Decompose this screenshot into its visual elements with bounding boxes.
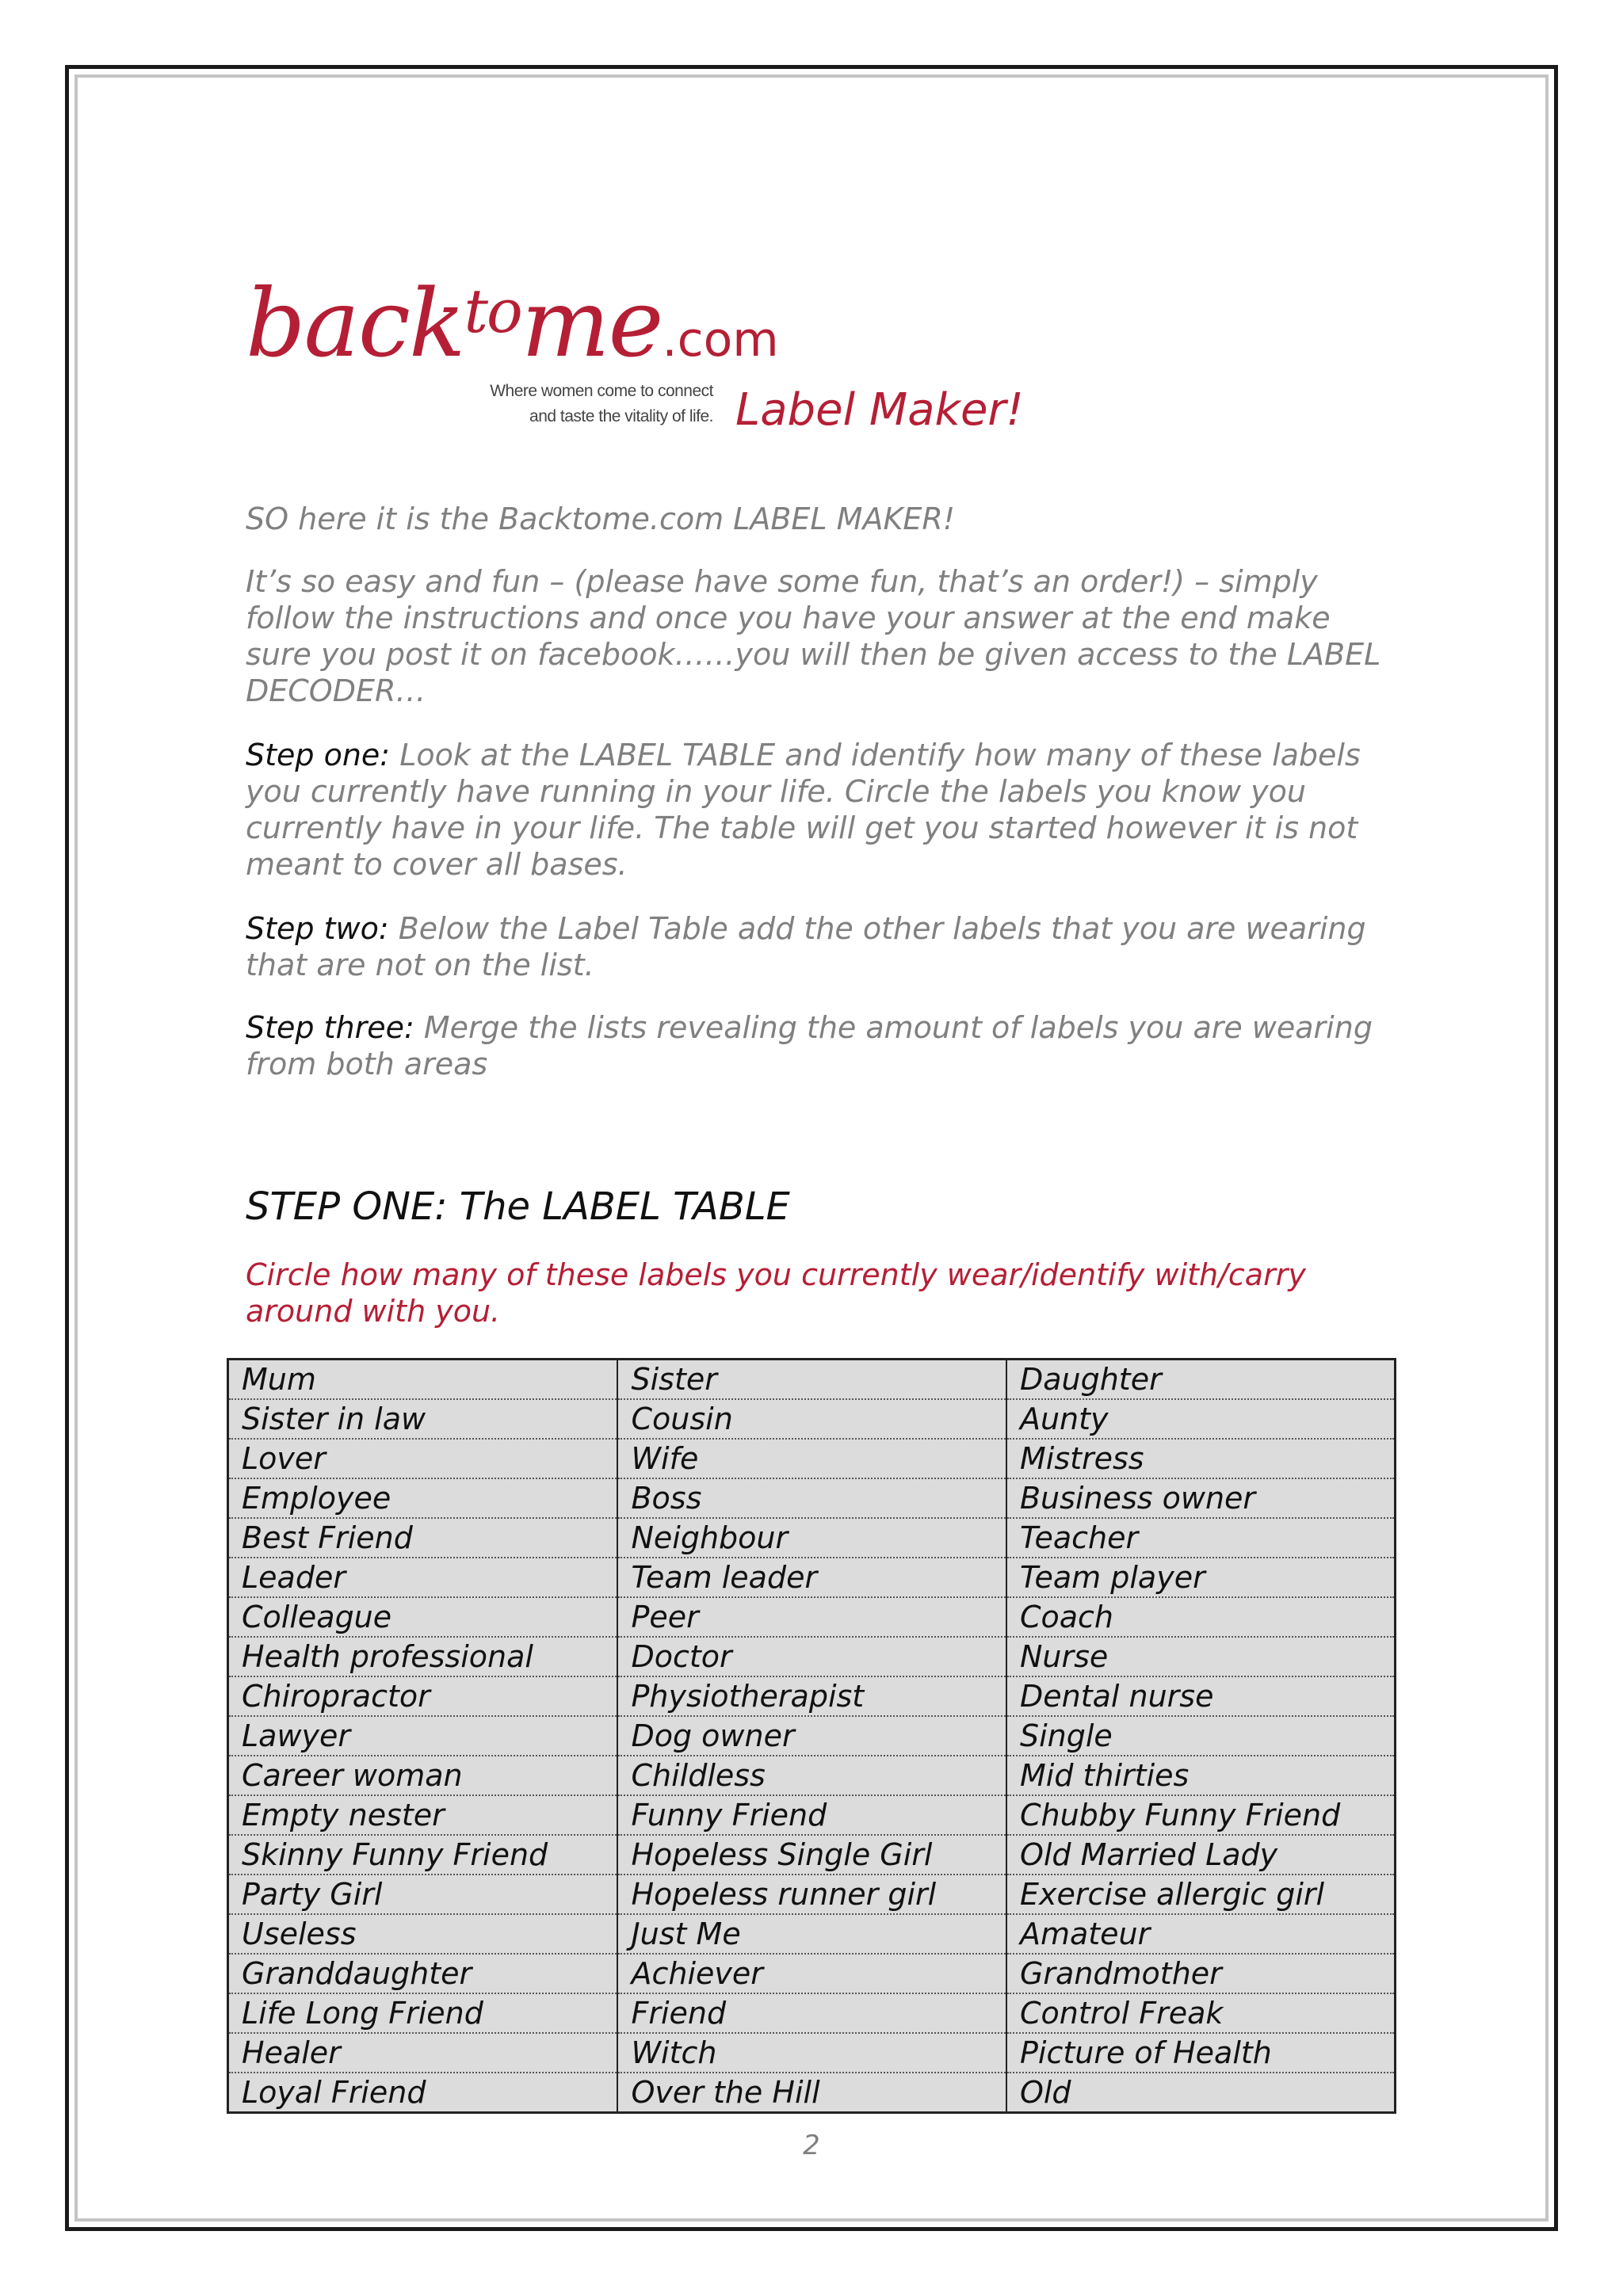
label-cell[interactable]: Physiotherapist — [617, 1676, 1006, 1716]
label-cell[interactable]: Single — [1006, 1716, 1396, 1756]
table-row — [228, 2073, 1396, 2113]
label-cell[interactable]: Career woman — [228, 1756, 618, 1795]
label-cell[interactable]: Mid thirties — [1006, 1756, 1396, 1795]
table-row — [228, 1835, 1396, 1875]
table-row — [228, 1993, 1396, 2033]
label-cell[interactable]: Useless — [228, 1914, 618, 1954]
step-one-paragraph — [246, 737, 1387, 883]
label-cell[interactable]: Party Girl — [228, 1875, 618, 1914]
label-cell[interactable]: Picture of Health — [1006, 2033, 1396, 2073]
label-cell[interactable]: Mistress — [1006, 1439, 1396, 1478]
table-row — [228, 1597, 1396, 1637]
label-cell[interactable]: Dog owner — [617, 1716, 1006, 1756]
page-number: 2 — [803, 2130, 820, 2161]
label-cell[interactable]: Lover — [228, 1439, 618, 1478]
label-cell[interactable]: Empty nester — [228, 1795, 618, 1835]
table-instruction: Circle how many of these labels you currently wear/identify with/carry around with you. — [246, 1257, 1306, 1329]
label-cell[interactable]: Lawyer — [228, 1716, 618, 1756]
label-cell[interactable]: Cousin — [617, 1399, 1006, 1439]
label-cell[interactable]: Sister in law — [228, 1399, 618, 1439]
label-cell[interactable]: Friend — [617, 1993, 1006, 2033]
page-title: Label Maker! — [735, 384, 1024, 436]
label-cell[interactable]: Skinny Funny Friend — [228, 1835, 618, 1875]
label-cell[interactable]: Aunty — [1006, 1399, 1396, 1439]
logo-tagline-line1: Where women come to connect — [490, 382, 713, 400]
table-row — [228, 1954, 1396, 1993]
label-cell[interactable]: Childless — [617, 1756, 1006, 1795]
step-three-paragraph — [246, 1009, 1387, 1082]
label-cell[interactable]: Hopeless runner girl — [617, 1875, 1006, 1914]
table-row — [228, 1399, 1396, 1439]
intro-paragraph: It’s so easy and fun – (please have some fun, that’s an order!) – simply follow the instructions and once you have your answer at the end make sure you post it on facebook……you will then be given access to the LABEL DECODER… — [246, 564, 1381, 708]
label-cell[interactable]: Nurse — [1006, 1637, 1396, 1676]
label-cell[interactable]: Health professional — [228, 1637, 618, 1676]
step-two-paragraph — [246, 910, 1387, 983]
table-row — [228, 1478, 1396, 1518]
label-cell[interactable]: Hopeless Single Girl — [617, 1835, 1006, 1875]
label-cell[interactable]: Colleague — [228, 1597, 618, 1637]
label-table-body — [228, 1360, 1396, 2113]
label-cell[interactable]: Team leader — [617, 1558, 1006, 1597]
label-cell[interactable]: Doctor — [617, 1637, 1006, 1676]
logo-word-back: back — [246, 269, 464, 378]
table-row — [228, 1676, 1396, 1716]
table-row — [228, 1360, 1396, 1400]
logo-word-me: me — [521, 269, 663, 378]
label-cell[interactable]: Leader — [228, 1558, 618, 1597]
table-row — [228, 1914, 1396, 1954]
label-cell[interactable]: Achiever — [617, 1954, 1006, 1993]
table-row — [228, 2033, 1396, 2073]
label-cell[interactable]: Old — [1006, 2073, 1396, 2113]
label-table — [227, 1358, 1396, 2114]
table-row — [228, 1439, 1396, 1478]
label-cell[interactable]: Mum — [228, 1360, 618, 1400]
label-cell[interactable]: Employee — [228, 1478, 618, 1518]
label-cell[interactable]: Loyal Friend — [228, 2073, 618, 2113]
label-cell[interactable]: Granddaughter — [228, 1954, 618, 1993]
step-one-label: Step one: — [246, 738, 391, 772]
table-row — [228, 1716, 1396, 1756]
label-cell[interactable]: Best Friend — [228, 1518, 618, 1558]
step-three-text: Merge the lists revealing the amount of labels you are wearing from both areas — [246, 1010, 1373, 1081]
table-row — [228, 1795, 1396, 1835]
label-cell[interactable]: Coach — [1006, 1597, 1396, 1637]
logo-word-domain: .com — [662, 312, 779, 368]
label-cell[interactable]: Sister — [617, 1360, 1006, 1400]
label-cell[interactable]: Over the Hill — [617, 2073, 1006, 2113]
label-cell[interactable]: Peer — [617, 1597, 1006, 1637]
table-row — [228, 1558, 1396, 1597]
label-cell[interactable]: Business owner — [1006, 1478, 1396, 1518]
section-heading: STEP ONE: The LABEL TABLE — [246, 1184, 790, 1229]
label-cell[interactable]: Amateur — [1006, 1914, 1396, 1954]
label-cell[interactable]: Just Me — [617, 1914, 1006, 1954]
label-cell[interactable]: Daughter — [1006, 1360, 1396, 1400]
table-row — [228, 1518, 1396, 1558]
logo-word-to: to — [464, 276, 521, 346]
table-row — [228, 1875, 1396, 1914]
label-cell[interactable]: Team player — [1006, 1558, 1396, 1597]
label-cell[interactable]: Funny Friend — [617, 1795, 1006, 1835]
backtome-logo — [246, 252, 779, 434]
label-cell[interactable]: Dental nurse — [1006, 1676, 1396, 1716]
table-row — [228, 1756, 1396, 1795]
label-cell[interactable]: Life Long Friend — [228, 1993, 618, 2033]
label-cell[interactable]: Neighbour — [617, 1518, 1006, 1558]
step-two-label: Step two: — [246, 911, 389, 946]
label-cell[interactable]: Exercise allergic girl — [1006, 1875, 1396, 1914]
table-row — [228, 1637, 1396, 1676]
label-cell[interactable]: Chubby Funny Friend — [1006, 1795, 1396, 1835]
label-cell[interactable]: Old Married Lady — [1006, 1835, 1396, 1875]
step-two-text: Below the Label Table add the other labels that you are wearing that are not on the list. — [246, 911, 1366, 982]
step-three-label: Step three: — [246, 1010, 414, 1045]
label-cell[interactable]: Witch — [617, 2033, 1006, 2073]
label-cell[interactable]: Control Freak — [1006, 1993, 1396, 2033]
label-cell[interactable]: Boss — [617, 1478, 1006, 1518]
step-one-text: Look at the LABEL TABLE and identify how many of these labels you currently have running in your life. Circle the labels you know you currently have in your life. The table will get you started however it is not meant to cover all bases. — [246, 738, 1361, 882]
intro-line: SO here it is the Backtome.com LABEL MAKER! — [246, 502, 956, 536]
label-cell[interactable]: Healer — [228, 2033, 618, 2073]
label-cell[interactable]: Grandmother — [1006, 1954, 1396, 1993]
label-cell[interactable]: Chiropractor — [228, 1676, 618, 1716]
logo-wordmark — [246, 252, 779, 399]
label-cell[interactable]: Wife — [617, 1439, 1006, 1478]
label-cell[interactable]: Teacher — [1006, 1518, 1396, 1558]
logo-tagline-line2: and taste the vitality of life. — [529, 407, 713, 425]
